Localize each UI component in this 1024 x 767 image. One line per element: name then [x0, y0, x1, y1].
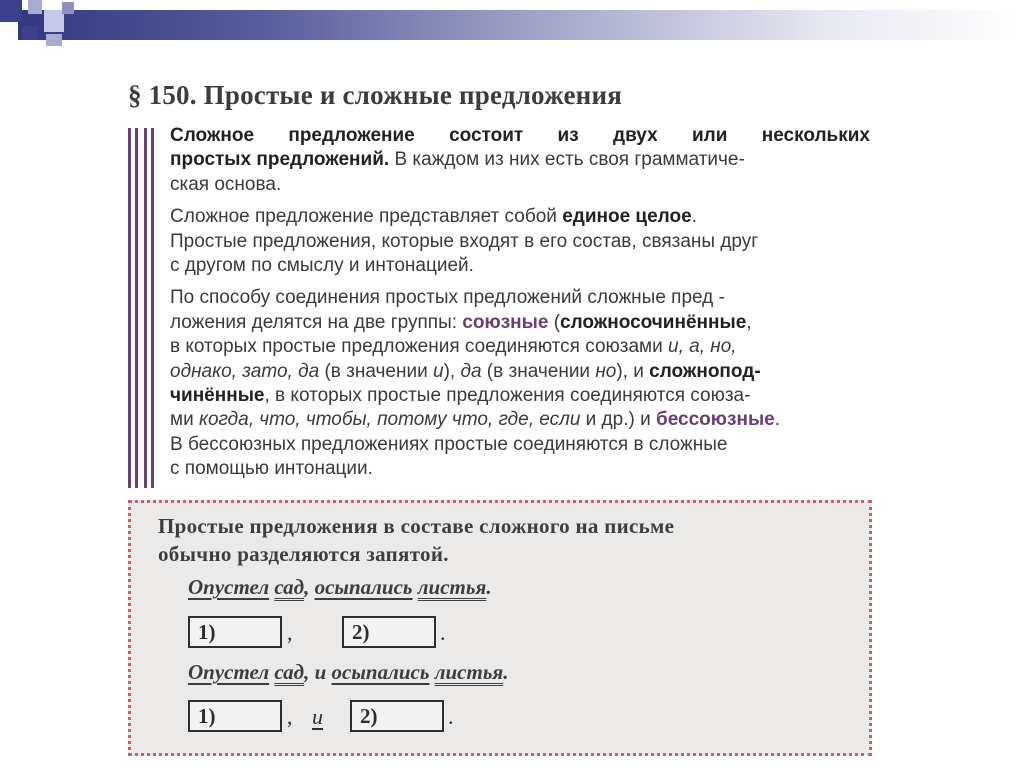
- punctuation-rule-text: Простые предложения в составе сложного на письме обычно разделяются запятой.: [158, 514, 675, 566]
- schema-box-1: 1): [188, 616, 282, 648]
- paragraph-1: Сложное предложение состоит из двух или нескольких простых предложений. В каждом из них есть своя грамматиче- ская основа.: [170, 125, 870, 195]
- paragraph-2: Сложное предложение представляет собой единое целое. Простые предложения, которые входят в его состав, связаны друг с другом по смыслу и интонацией.: [170, 206, 759, 277]
- example-sentence-2: Опустел сад, и осыпались листья.: [188, 660, 509, 684]
- subject-word: листья: [417, 575, 487, 599]
- predicate-word: Опустел: [188, 575, 270, 599]
- schema-box-2: 2): [342, 616, 436, 648]
- schema-comma: ,: [287, 620, 293, 645]
- term-bessoyuznye: бессоюзные: [656, 409, 775, 431]
- example-sentence-1: Опустел сад, осыпались листья.: [188, 575, 492, 599]
- margin-rule-inner: [144, 128, 154, 488]
- schema-box-2: 2): [350, 700, 444, 732]
- header-square-5: [22, 26, 38, 40]
- subject-word: сад: [274, 660, 305, 684]
- header-gradient-bar: [18, 10, 1018, 40]
- predicate-word: Опустел: [188, 660, 270, 684]
- schema-comma: ,: [287, 704, 293, 729]
- schema-dot: .: [448, 704, 454, 729]
- header-square-3: [44, 10, 64, 32]
- subject-word: листья: [434, 660, 504, 684]
- subject-word: сад: [274, 575, 305, 599]
- theory-text: [170, 124, 870, 490]
- paragraph-3: По способу соединения простых предложений сложные пред - ложения делятся на две группы: союзные (сложносочинённые, в которых простые предложения соединяются союзами и, а, но, однако, зато, да (в значении и), да (в значении но), и сложнопод- чинённые, в которых простые предложения соединяются союза- ми когда, что, чтобы, потому что, где, если и др.) и бессоюзные. В бессоюзных предложениях простые соединяются в сложные с помощью интонации.: [170, 287, 781, 480]
- header-square-4: [62, 2, 74, 14]
- definition-bold: Сложное предложение состоит из двух или нескольких: [170, 125, 870, 146]
- schema-box-1: 1): [188, 700, 282, 732]
- predicate-word: осыпались: [314, 575, 413, 599]
- schema-conjunction: и: [312, 704, 323, 729]
- header-square-1: [0, 0, 22, 22]
- header-square-6: [46, 34, 62, 46]
- predicate-word: осыпались: [331, 660, 430, 684]
- page-title: § 150. Простые и сложные предложения: [128, 80, 623, 110]
- term-soyuznye: союзные: [462, 311, 549, 333]
- margin-rule-outer: [128, 128, 138, 488]
- schema-dot: .: [440, 620, 446, 645]
- header-square-2: [28, 0, 42, 14]
